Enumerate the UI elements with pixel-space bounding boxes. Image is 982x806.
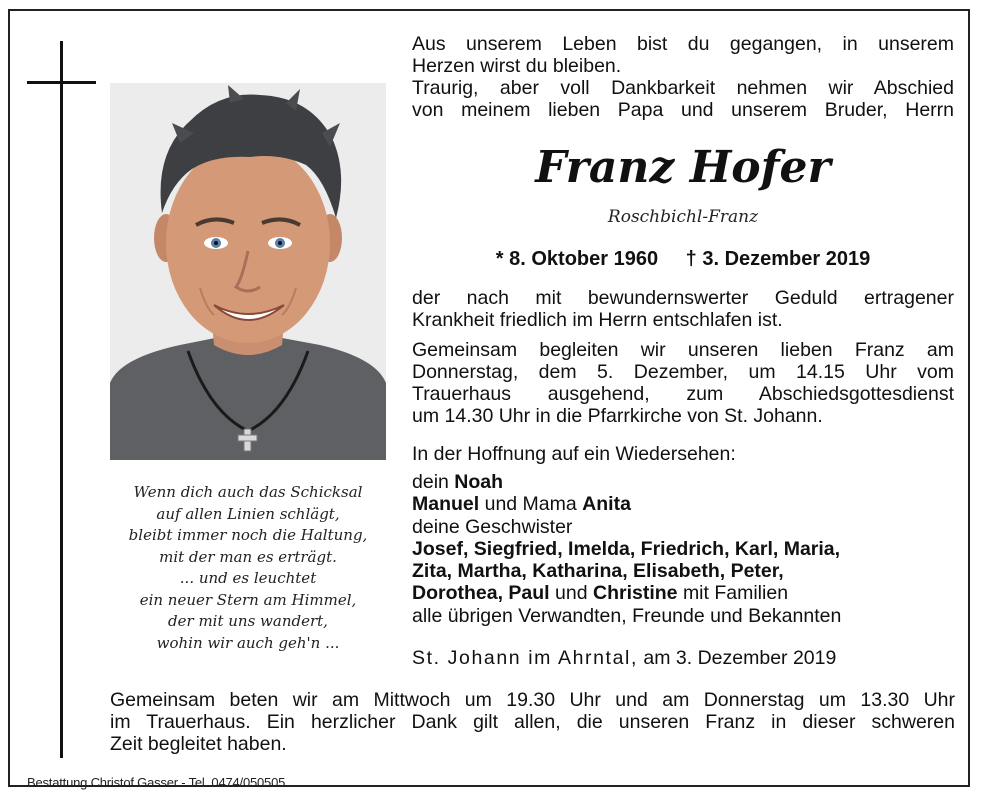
mourner-name: Dorothea, Paul bbox=[412, 582, 550, 605]
closing-line: Gemeinsam beten wir am Mittwoch um 19.30 Uhr und am Donnerstag um 13.30 Uhr bbox=[110, 689, 955, 711]
poem-line: wohin wir auch geh'n ... bbox=[156, 633, 340, 652]
mourner-line: deine Geschwister bbox=[412, 515, 573, 538]
body-line: Trauerhaus ausgehend, zum Abschiedsgottesdienst bbox=[412, 383, 954, 405]
mourner-line: Zita, Martha, Katharina, Elisabeth, Peter, bbox=[412, 560, 784, 583]
mourner-text: dein bbox=[412, 471, 449, 493]
intro-line: von meinem lieben Papa und unserem Bruder, Herrn bbox=[412, 99, 954, 121]
mourners-list bbox=[412, 471, 954, 627]
poem-line: Wenn dich auch das Schicksal bbox=[133, 483, 363, 501]
closing-line: im Trauerhaus. Ein herzlicher Dank gilt allen, die unseren Franz in dieser schweren bbox=[110, 711, 955, 733]
intro-text bbox=[412, 33, 954, 121]
portrait-photo bbox=[110, 83, 386, 460]
life-dates bbox=[412, 248, 954, 271]
body-line: der nach mit bewundernswerter Geduld ertragener bbox=[412, 287, 954, 309]
poem-line: bleibt immer noch die Haltung, bbox=[128, 526, 368, 544]
cross-icon-horizontal bbox=[27, 81, 96, 84]
mourner-name: Christine bbox=[593, 582, 678, 605]
closing-line: Zeit begleitet haben. bbox=[110, 733, 287, 755]
body-line: um 14.30 Uhr in die Pfarrkirche von St. Johann. bbox=[412, 405, 823, 427]
death-date: † 3. Dezember 2019 bbox=[685, 248, 871, 270]
mourner-line bbox=[412, 471, 954, 493]
deceased-nickname: Roschbichl-Franz bbox=[607, 207, 759, 227]
place-date-text: am 3. Dezember 2019 bbox=[643, 647, 837, 669]
mourner-text: mit Familien bbox=[682, 582, 789, 605]
body-line: Krankheit friedlich im Herrn entschlafen ist. bbox=[412, 309, 783, 331]
closing-text bbox=[110, 689, 955, 755]
intro-line: Herzen wirst du bleiben. bbox=[412, 55, 622, 77]
poem-line: mit der man es erträgt. bbox=[159, 547, 337, 566]
mourner-line: alle übrigen Verwandten, Freunde und Bekannten bbox=[412, 604, 842, 627]
intro-line: Aus unserem Leben bist du gegangen, in unserem bbox=[412, 33, 954, 55]
body-line: Donnerstag, dem 5. Dezember, um 14.15 Uhr vom bbox=[412, 361, 954, 383]
death-description bbox=[412, 287, 954, 331]
intro-line: Traurig, aber voll Dankbarkeit nehmen wir Abschied bbox=[412, 77, 954, 99]
funeral-details bbox=[412, 339, 954, 427]
cross-icon-vertical bbox=[60, 41, 63, 758]
deceased-name: Franz Hofer bbox=[535, 142, 831, 193]
place-town: St. Johann im Ahrntal, bbox=[412, 647, 638, 669]
body-line: Gemeinsam begleiten wir unseren lieben Franz am bbox=[412, 339, 954, 361]
mourner-line: Josef, Siegfried, Imelda, Friedrich, Karl, Maria, bbox=[412, 537, 841, 560]
mourner-name: Noah bbox=[454, 471, 504, 493]
memorial-poem bbox=[108, 482, 388, 654]
place-date bbox=[412, 647, 954, 670]
mourner-line bbox=[412, 582, 954, 604]
poem-line: auf allen Linien schlägt, bbox=[156, 504, 340, 523]
hope-line: In der Hoffnung auf ein Wiedersehen: bbox=[412, 443, 736, 465]
poem-line: ein neuer Stern am Himmel, bbox=[139, 590, 357, 609]
mourner-line bbox=[412, 493, 954, 515]
mourner-name: Anita bbox=[582, 493, 631, 516]
poem-line: der mit uns wandert, bbox=[168, 612, 328, 630]
mourner-text: und Mama bbox=[484, 493, 577, 516]
poem-line: ... und es leuchtet bbox=[179, 569, 317, 587]
mourner-name: Manuel bbox=[412, 493, 480, 516]
mourner-text: und bbox=[555, 582, 588, 605]
funeral-home-credit: Bestattung Christof Gasser - Tel. 0474/050505 bbox=[27, 775, 286, 790]
birth-date: * 8. Oktober 1960 bbox=[495, 248, 659, 270]
